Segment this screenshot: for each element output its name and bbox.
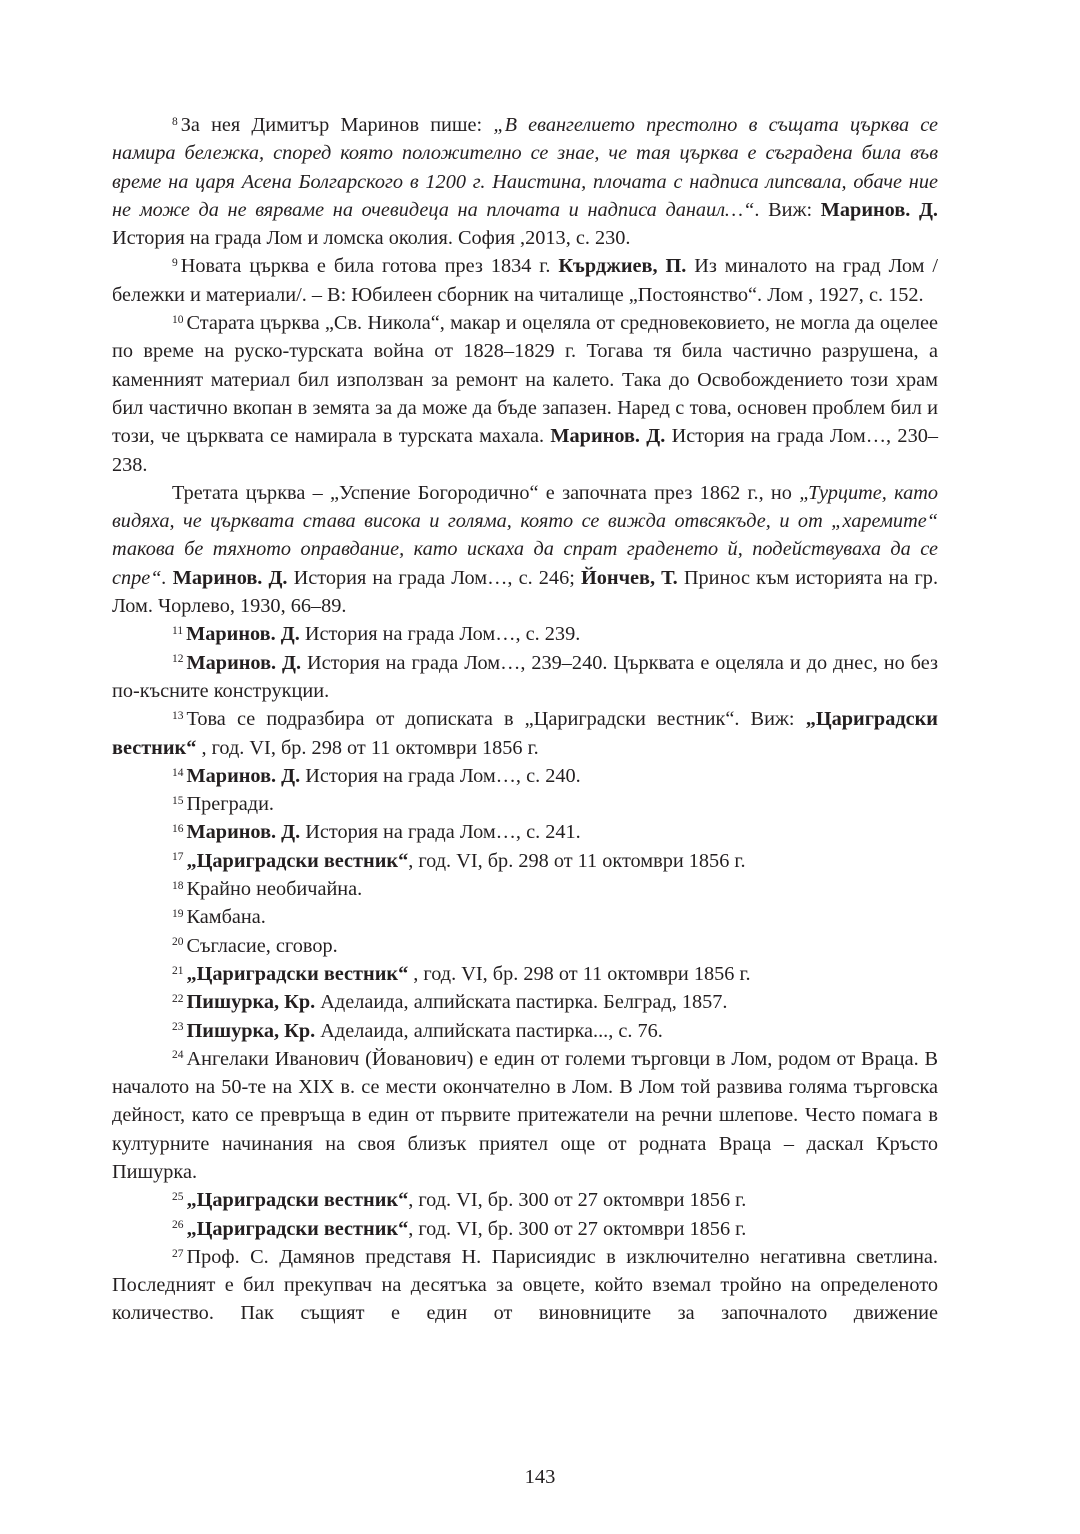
footnote-number: 21: [172, 964, 184, 977]
footnote-number: 27: [172, 1247, 184, 1260]
footnote-16: [112, 818, 938, 846]
footnote-text: Третата църква – „Успение Богородично“ е започната през 1862 г., но: [172, 481, 800, 504]
footnote-number: 26: [172, 1219, 184, 1232]
author-name: Маринов. Д.: [172, 566, 288, 589]
author-name: „Цариградски вестник“: [186, 962, 409, 985]
footnote-text: За нея Димитър Маринов пише:: [180, 114, 494, 136]
footnote-18: [112, 875, 938, 903]
footnote-text: Съгласие, сговор.: [186, 934, 338, 957]
footnote-23: [112, 1017, 938, 1045]
footnote-number: 22: [172, 992, 184, 1005]
footnote-text: Аделаида, алпийската пастирка. Белград, 1857.: [315, 991, 728, 1014]
footnote-26: [112, 1215, 938, 1243]
footnote-text: Аделаида, алпийската пастирка..., с. 76.: [315, 1019, 663, 1042]
footnote-13: [112, 705, 938, 762]
footnote-text: . Виж:: [754, 198, 821, 221]
author-name: „Цариградски вестник“: [186, 849, 409, 872]
footnote-text: , год. VI, бр. 300 от 27 октомври 1856 г.: [408, 1189, 747, 1212]
footnote-number: 20: [172, 936, 184, 949]
footnote-text: История на града Лом…, 239–240. Църквата е оцеляла и до днес, но без по-късните конструкции.: [112, 651, 938, 702]
footnote-number: 15: [172, 794, 184, 807]
footnote-number: 16: [172, 823, 184, 836]
footnote-text: История на града Лом…, 230–238.: [112, 425, 938, 476]
footnote-text: Прегради.: [186, 793, 274, 816]
footnote-text: История на града Лом…, с. 246;: [287, 566, 581, 589]
author-name: Маринов. Д.: [820, 198, 939, 221]
footnotes-block: [112, 111, 938, 1328]
author-name: Йончев, Т.: [580, 566, 678, 589]
author-name: „Цариградски вестник“: [112, 708, 938, 759]
author-name: Пишурка, Кр.: [186, 1019, 316, 1042]
footnote-text: Това се подразбира от дописката в „Цариградски вестник“. Виж:: [186, 708, 806, 731]
footnote-9: [112, 252, 938, 309]
footnote-text: Крайно необичайна.: [186, 878, 363, 901]
author-name: Маринов. Д.: [186, 651, 302, 674]
footnote-text: Ангелаки Иванович (Йованович) е един от големи търговци в Лом, родом от Враца. В началото на 50-те на XIX в. се мести окончателно в Лом. В Лом той развива голяма търговска дейност, като се превръща в един от първите притежатели на речни шлепове. Често помага в културните начинания на своя близък приятел още от родната Враца – даскал Кръсто Пишурка.: [112, 1047, 938, 1183]
footnote-text: История на града Лом…, с. 239.: [299, 623, 581, 646]
footnote-number: 25: [172, 1190, 184, 1203]
footnote-text: История на града Лом…, с. 240.: [300, 764, 581, 787]
author-name: Маринов. Д.: [186, 821, 301, 844]
footnote-11: [112, 620, 938, 648]
footnote-text: , год. VI, бр. 298 от 11 октомври 1856 г.: [408, 962, 751, 985]
footnote-27: [112, 1243, 938, 1328]
quotation: „В евангелието престолно в същата църква се намира бележка, според която положително се знае, че тая църква е съградена била във време на царя Асена Болгарского в 1200 г. Наистина, плочата с надписа липсвала, обаче ние не може да не вярваме на очевидеца на плочата и надписа данаил…“: [112, 114, 938, 221]
footnote-number: 23: [172, 1021, 184, 1034]
footnote-number: 17: [172, 851, 184, 864]
footnote-10: [112, 309, 938, 479]
footnote-text: Новата църква е била готова през 1834 г.: [180, 255, 559, 278]
footnote-text: , год. VI, бр. 298 от 11 октомври 1856 г.: [408, 849, 746, 872]
footnote-8: [112, 111, 938, 252]
footnote-text: Принос към историята на гр. Лом. Чорлево, 1930, 66–89.: [112, 566, 939, 618]
author-name: Маринов. Д.: [186, 764, 301, 787]
footnote-text: Из миналото на град Лом /бележки и материали/. – В: Юбилеен сборник на читалище „Постоянство“. Лом , 1927, с. 152.: [112, 255, 939, 306]
footnote-number: 18: [172, 879, 184, 892]
author-name: Маринов. Д.: [186, 623, 300, 646]
footnote-text: Проф. С. Дамянов представя Н. Парисиядис в изключително негативна светлина. Последният е бил прекупвач на десятъка за овцете, който вземал тройно на определеното количество. Пак същият е един от виновниците за започналото движение: [112, 1245, 938, 1325]
footnote-number: 24: [172, 1049, 184, 1062]
quotation: „Турците, като видяха, че църквата става висока и голяма, която се вижда отвсякъде, и от „харемите“ такова бе тяхното оправдание, като искаха да спрат граденето й, подействуваха да се спре“.: [112, 481, 939, 589]
footnote-19: [112, 903, 938, 931]
author-name: Кърджиев, П.: [558, 255, 687, 278]
footnote-14: [112, 762, 938, 790]
footnote-continuation: [112, 479, 938, 620]
footnote-22: [112, 988, 938, 1016]
footnote-text: , год. VI, бр. 298 от 11 октомври 1856 г.: [196, 736, 539, 759]
footnote-number: 14: [172, 766, 184, 779]
footnote-21: [112, 960, 938, 988]
author-name: Пишурка, Кр.: [186, 991, 316, 1014]
footnote-text: , год. VI, бр. 300 от 27 октомври 1856 г.: [408, 1217, 747, 1240]
author-name: Маринов. Д.: [550, 425, 666, 448]
author-name: „Цариградски вестник“: [186, 1189, 409, 1212]
author-name: „Цариградски вестник“: [186, 1217, 409, 1240]
footnote-25: [112, 1186, 938, 1214]
footnote-number: 8: [172, 115, 178, 128]
footnote-12: [112, 649, 938, 706]
footnote-20: [112, 932, 938, 960]
footnote-text: История на града Лом…, с. 241.: [300, 821, 581, 844]
footnote-text: Камбана.: [186, 906, 266, 929]
page-number: 143: [524, 1466, 556, 1488]
footnote-number: 12: [172, 653, 184, 666]
footnote-15: [112, 790, 938, 818]
footnote-number: 9: [172, 257, 178, 270]
footnote-number: 13: [172, 709, 184, 722]
footnote-number: 19: [172, 908, 184, 920]
footnote-text: История на града Лом и ломска околия. София ,2013, с. 230.: [112, 227, 631, 250]
footnote-17: [112, 847, 938, 875]
footnote-text: Старата църква „Св. Никола“, макар и оцеляла от средновековието, не могла да оцелее по време на руско-турската война от 1828–1829 г. Тогава тя била частично разрушена, а каменният материал бил използван за ремонт на калето. Така до Освобождението този храм бил частично вкопан в земята за да може да бъде запазен. Наред с това, основен проблем бил и този, че църквата се намирала в турската махала.: [112, 312, 938, 448]
footnote-number: 10: [172, 313, 184, 326]
footnote-number: 11: [172, 625, 184, 638]
footnote-24: [112, 1045, 938, 1186]
